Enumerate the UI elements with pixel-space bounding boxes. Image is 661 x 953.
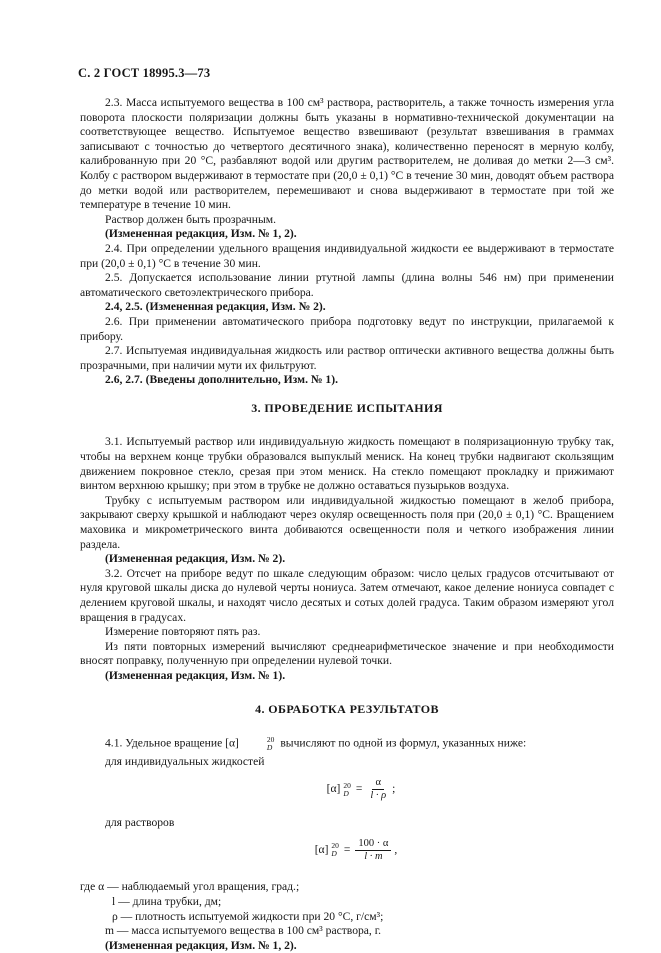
- variable-definitions: [80, 880, 614, 938]
- equals-sign: =: [343, 844, 351, 857]
- revision-note: 2.6, 2.7. (Введены дополнительно, Изм. № 1).: [105, 373, 338, 387]
- label-solution: для растворов: [105, 815, 175, 829]
- inline-sup: 20: [266, 735, 275, 745]
- section-3-title: 3. ПРОВЕДЕНИЕ ИСПЫТАНИЯ: [251, 400, 443, 415]
- clause-2-3: 2.3. Масса испытуемого вещества в 100 см³ раствора, растворитель, а также точность измерения угла поворота плоскости поляризации должны быть указаны в нормативно-технической документации на соответствующее вещество. Испытуемое вещество взвешивают (результат взвешивания в граммах записывают с точностью до четвертого десятичного знака), количественно переносят в мерную колбу, калиброванную при 20 °С, разбавляют водой или другим растворителем, не доливая до метки 2—3 см³. Колбу с раствором выдерживают в термостате при (20,0 ± 0,1) °С в течение 30 мин, доводят объем раствора до метки водой или растворителем, перемешивают и снова выдерживают в термостате при той же температуре в течение 10 мин.: [80, 96, 614, 212]
- revision-note: (Измененная редакция, Изм. № 1, 2).: [105, 227, 297, 241]
- revision-note: 2.4, 2.5. (Измененная редакция, Изм. № 2).: [105, 300, 326, 314]
- definition-rho: ρ — плотность испытуемой жидкости при 20 °С, г/см³;: [112, 909, 384, 923]
- formula-lhs: [α]: [326, 783, 341, 796]
- denominator: l · m: [364, 850, 383, 862]
- clause-3-1-cont: Трубку с испытуемым раствором или индивидуальной жидкостью помещают в желоб прибора, закрывают сверху крышкой и наблюдают через окуляр освещенность поля при (20,0 ± 0,1) °С. Вращением маховика и микрометрического винта добиваются освещенности поля и четкого изображения линии раздела.: [80, 493, 614, 551]
- revision-note: (Измененная редакция, Изм. № 1).: [105, 668, 286, 682]
- formula-script: [343, 782, 351, 798]
- clause-3-2-average: Из пяти повторных измерений вычисляют среднеарифметическое значение и при необходимости вносят поправку, полученную при определении нулевой точки.: [80, 639, 614, 668]
- revision-note: (Измененная редакция, Изм. № 1, 2).: [105, 938, 297, 952]
- fraction: [367, 777, 389, 802]
- fraction: [355, 838, 391, 863]
- numerator: 100 · α: [355, 838, 391, 851]
- formula-sub: D: [331, 849, 337, 859]
- clause-2-7: 2.7. Испытуемая индивидуальная жидкость или раствор оптически активного вещества должны быть прозрачными, при наличии мути их фильтруют.: [80, 344, 614, 372]
- clause-3-2: 3.2. Отсчет на приборе ведут по шкале следующим образом: число целых градусов отсчитывают от нуля круговой шкалы диска до нулевой черты нониуса. Затем отмечают, какое деление нониуса совпадет с делением круговой шкалы, и находят число десятых и сотых долей градуса. Таким образом измеряют угол вращения в градусах.: [80, 566, 614, 624]
- label-liquid: для индивидуальных жидкостей: [105, 755, 265, 769]
- clause-2-4: 2.4. При определении удельного вращения индивидуальной жидкости ее выдерживают в термостате при (20,0 ± 0,1) °С в течение 30 мин.: [80, 241, 614, 270]
- clause-3-1: 3.1. Испытуемый раствор или индивидуальную жидкость помещают в поляризационную трубку так, чтобы на верхнем конце трубки образовался выпуклый мениск. На конец трубки надвигают скользящим движением покровное стекло, срезая при этом мениск. На стекло помещают прокладку и прижимают винтом верхнюю крышку; при этом в трубке не должно оставаться пузырьков воздуха.: [80, 435, 614, 493]
- inline-script: [242, 736, 275, 752]
- numerator: α: [372, 777, 384, 790]
- formula-sub: D: [343, 788, 349, 798]
- clause-4-1-text-tail: вычисляют по одной из формул, указанных ниже:: [277, 736, 527, 750]
- definition-m: m — масса испытуемого вещества в 100 см³ раствора, г.: [105, 924, 382, 938]
- definition-alpha: где α — наблюдаемый угол вращения, град.;: [80, 880, 300, 894]
- clause-2-3-note: Раствор должен быть прозрачным.: [105, 212, 276, 226]
- inline-sub: D: [266, 743, 273, 753]
- revision-note: (Измененная редакция, Изм. № 2).: [105, 552, 286, 566]
- denominator: l · ρ: [370, 790, 387, 802]
- document-body: [80, 96, 614, 953]
- clause-3-2-repeat: Измерение повторяют пять раз.: [105, 625, 261, 639]
- formula-liquid: [80, 774, 614, 806]
- formula-sup: 20: [343, 780, 351, 790]
- section-4-title: 4. ОБРАБОТКА РЕЗУЛЬТАТОВ: [255, 701, 439, 716]
- clause-2-6: 2.6. При применении автоматического прибора подготовку ведут по инструкции, прилагаемой к прибору.: [80, 314, 614, 343]
- formula-script: [331, 842, 339, 858]
- formula-tail: ,: [394, 844, 398, 857]
- equals-sign: =: [355, 783, 363, 796]
- clause-4-1: [80, 736, 614, 752]
- formula-solution: [80, 834, 614, 866]
- formula-tail: ;: [392, 783, 396, 796]
- clause-4-1-text: 4.1. Удельное вращение [α]: [105, 736, 239, 750]
- formula-sup: 20: [331, 841, 339, 851]
- clause-2-5: 2.5. Допускается использование линии ртутной лампы (длина волны 546 нм) при применении автоматического светоэлектрического прибора.: [80, 271, 614, 299]
- formula-lhs: [α]: [314, 844, 329, 857]
- definition-l: l — длина трубки, дм;: [112, 894, 222, 908]
- page-header: С. 2 ГОСТ 18995.3—73: [78, 66, 211, 80]
